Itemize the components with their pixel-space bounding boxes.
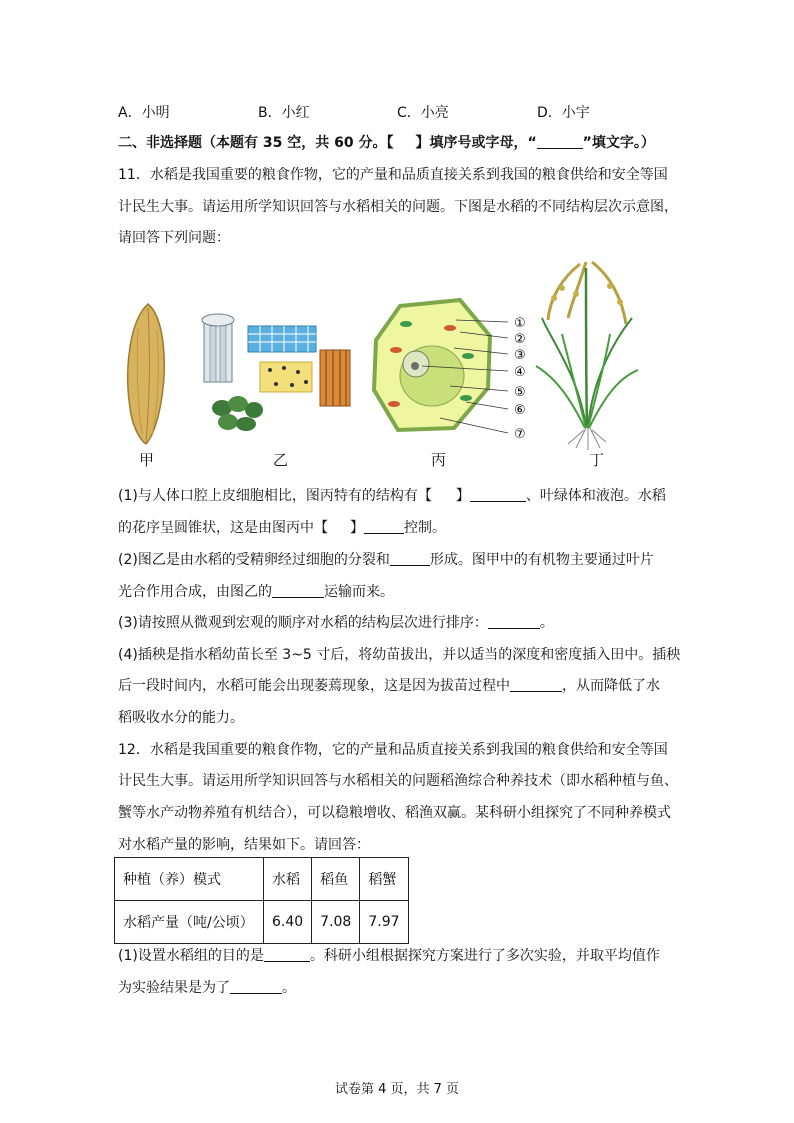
table-cell: 水稻 (264, 858, 312, 901)
table-cell: 水稻产量（吨/公顷） (115, 901, 264, 944)
q11-part2-line2: 光合作用合成，由图乙的 运输而来。 (118, 584, 394, 600)
cell-label-1: ① (514, 316, 526, 331)
q12-part1-line2: 为实验结果是为了 。 (118, 980, 296, 996)
figure-label-yi: 乙 (273, 451, 289, 469)
table-row (115, 901, 409, 944)
section-header: 二、非选择题（本题有 35 空，共 60 分。【 】填序号或字母，“ ”填文字。） (118, 135, 655, 151)
figure-label-ding: 丁 (589, 451, 605, 469)
plant-cell-diagram (374, 300, 526, 442)
q11-part1-line2: 的花序呈圆锥状，这是由图丙中【 】 控制。 (118, 520, 446, 536)
q12-part1-line1: (1)设置水稻组的目的是 。科研小组根据探究方案进行了多次实验，并取平均值作 (118, 948, 660, 964)
table-header-row (115, 858, 409, 901)
q12-intro-1: 12．水稻是我国重要的粮食作物，它的产量和品质直接关系到我国的粮食供给和安全等国 (118, 742, 668, 758)
table-cell: 7.97 (360, 901, 408, 944)
q11-intro-1: 11．水稻是我国重要的粮食作物，它的产量和品质直接关系到我国的粮食供给和安全等国 (118, 167, 668, 183)
table-cell: 种植（养）模式 (115, 858, 264, 901)
tissue-illustrations (202, 314, 350, 431)
q11-intro-2: 计民生大事。请运用所学知识回答与水稻相关的问题。下图是水稻的不同结构层次示意图， (118, 199, 678, 215)
rice-grain-illustration (128, 304, 164, 444)
q11-part4-line3: 稻吸收水分的能力。 (118, 710, 244, 726)
cell-label-6: ⑥ (514, 403, 526, 418)
page-footer: 试卷第 4 页，共 7 页 (334, 1082, 460, 1097)
option-b: B．小红 (258, 105, 310, 121)
table-cell: 6.40 (264, 901, 312, 944)
figure-label-jia: 甲 (139, 451, 155, 469)
table-cell: 7.08 (312, 901, 360, 944)
cell-label-3: ③ (514, 348, 526, 363)
figure-label-bing: 丙 (431, 451, 447, 469)
rice-plant-illustration (536, 262, 638, 450)
q11-part1-line1: (1)与人体口腔上皮细胞相比，图丙特有的结构有【 】 、叶绿体和液泡。水稻 (118, 488, 666, 504)
q11-intro-3: 请回答下列问题： (118, 230, 230, 246)
cell-label-5: ⑤ (514, 385, 526, 400)
q12-intro-3: 蟹等水产动物养殖有机结合），可以稳粮增收、稻渔双赢。某科研小组探究了不同种养模式 (118, 805, 671, 821)
q12-intro-2: 计民生大事。请运用所学知识回答与水稻相关的问题稻渔综合种养技术（即水稻种植与鱼、 (118, 773, 678, 789)
rice-structure-figure (110, 258, 680, 453)
option-c: C．小亮 (397, 105, 449, 121)
cell-label-2: ② (514, 332, 526, 347)
option-d: D．小宇 (537, 105, 590, 121)
table-cell: 稻鱼 (312, 858, 360, 901)
table-cell: 稻蟹 (360, 858, 408, 901)
q12-intro-4: 对水稻产量的影响，结果如下。请回答： (118, 837, 370, 853)
cell-label-7: ⑦ (514, 427, 526, 442)
option-a: A．小明 (118, 105, 170, 121)
q11-part2-line1: (2)图乙是由水稻的受精卵经过细胞的分裂和 形成。图甲中的有机物主要通过叶片 (118, 552, 654, 568)
yield-table (114, 857, 409, 944)
q11-part3: (3)请按照从微观到宏观的顺序对水稻的结构层次进行排序： 。 (118, 615, 554, 631)
cell-label-4: ④ (514, 365, 526, 380)
q11-part4-line1: (4)插秧是指水稻幼苗长至 3~5 寸后，将幼苗拔出，并以适当的深度和密度插入田中。插秧 (118, 647, 681, 663)
q11-part4-line2: 后一段时间内，水稻可能会出现萎蔫现象，这是因为拔苗过程中 ，从而降低了水 (118, 678, 660, 694)
